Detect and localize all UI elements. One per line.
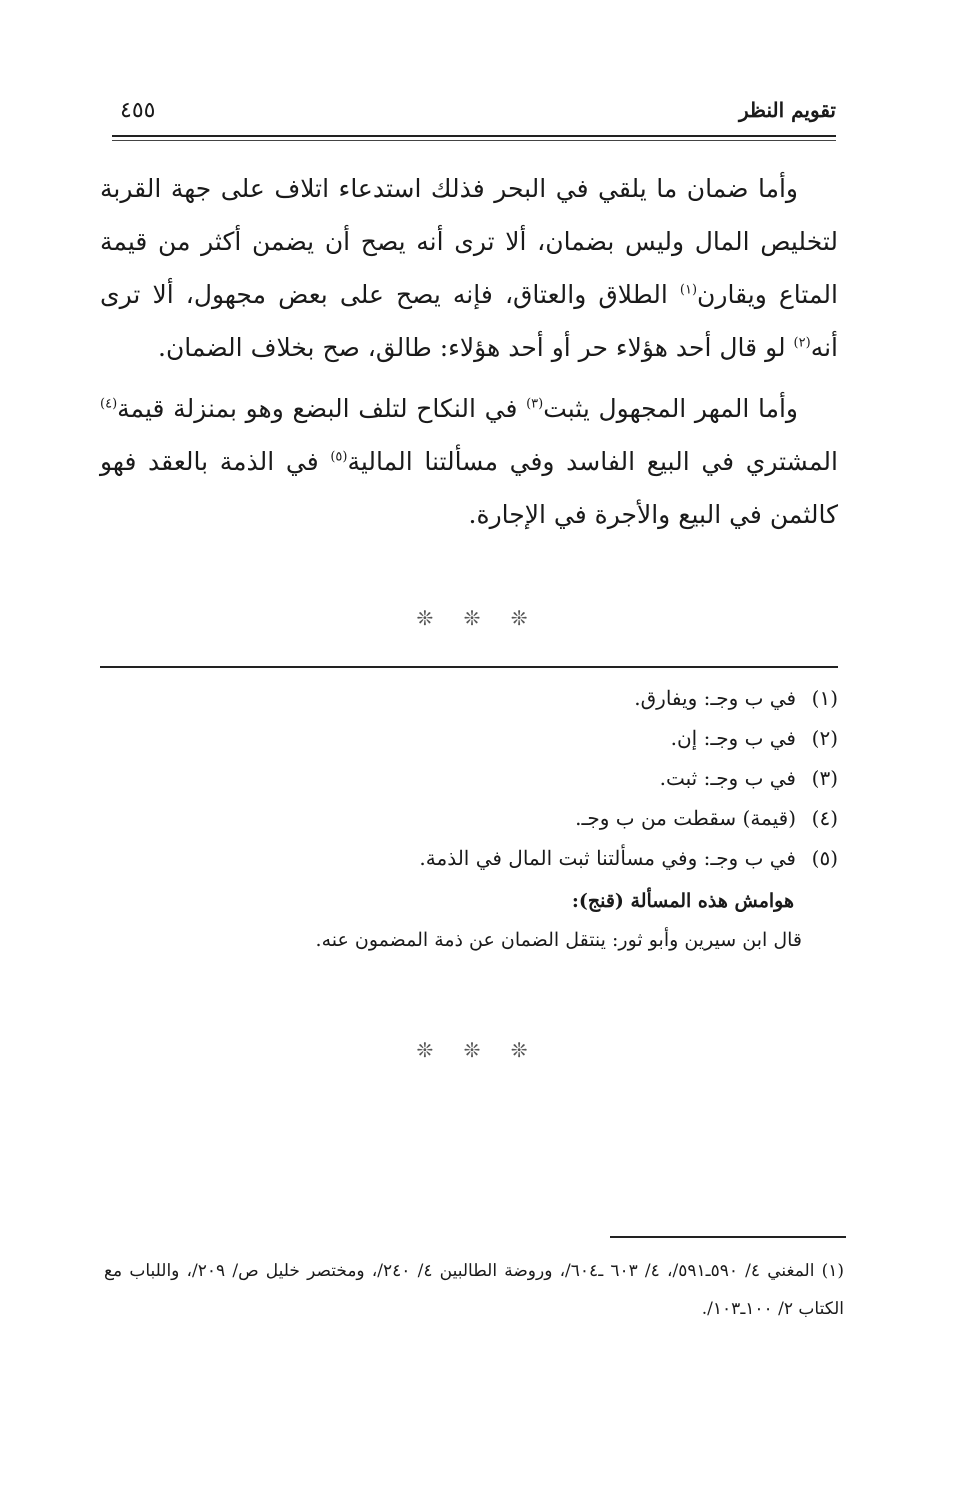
- footnote-text: في ب وجـ: ويفارق.: [634, 686, 796, 710]
- sources-note: (١) المغني ٤/ ٥٩٠ـ٥٩١/، ٤/ ٦٠٣ ـ٦٠٤/، وروضة الطالبين ٤/ ٢٤٠/، ومختصر خليل ص/ ٢٠٩/، واللباب مع الكتاب ٢/ ١٠٠ـ١٠٣/.: [104, 1261, 845, 1319]
- running-title: تقويم النظر: [739, 98, 836, 122]
- header-rule: [112, 135, 836, 137]
- footnote-number: (٢): [811, 726, 838, 750]
- footnote-item: [100, 678, 838, 718]
- main-text: [100, 162, 838, 549]
- footnote-ref-5[interactable]: (٥): [330, 449, 348, 465]
- section-separator-2: ❊ ❊ ❊: [416, 1038, 540, 1062]
- footnote-number: (٤): [811, 806, 838, 830]
- footnote-text: في ب وجـ: إن.: [670, 726, 796, 750]
- footnote-ref-1[interactable]: (١): [679, 282, 698, 298]
- page-header: [112, 94, 836, 134]
- footnote-number: (١): [811, 686, 838, 710]
- footnote-item: [100, 838, 838, 878]
- footnote-ref-4[interactable]: (٤): [100, 396, 118, 412]
- footnote-ref-2[interactable]: (٢): [793, 335, 811, 351]
- text-run: المشتري في البيع الفاسد وفي مسألتنا المالية: [347, 447, 838, 476]
- margin-notes: [100, 882, 838, 960]
- paragraph-2: [100, 382, 838, 541]
- paragraph-1: [100, 162, 838, 374]
- text-run: في النكاح لتلف البضع وهو بمنزلة قيمة: [117, 394, 527, 423]
- page-number: ٤٥٥: [120, 98, 156, 123]
- sources-rule: [610, 1236, 846, 1238]
- footnote-item: [100, 798, 838, 838]
- text-run: لو قال أحد هؤلاء حر أو أحد هؤلاء: طالق، صح بخلاف الضمان.: [158, 333, 794, 362]
- footnote-text: في ب وجـ: وفي مسألتنا ثبت المال في الذمة.: [419, 846, 796, 870]
- footnote-item: [100, 718, 838, 758]
- text-run: في الذمة بالعقد فهو كالثمن في البيع والأجرة في الإجارة.: [100, 447, 838, 529]
- text-run: وأما المهر المجهول يثبت: [543, 394, 798, 423]
- text-run: الطلاق والعتاق، فإنه يصح على بعض مجهول، ألا ترى أنه: [100, 280, 838, 362]
- footnote-rule: [100, 666, 838, 668]
- footnote-number: (٥): [811, 846, 838, 870]
- footnote-text: (قيمة) سقطت من ب وجـ.: [575, 806, 796, 830]
- footnote-item: [100, 758, 838, 798]
- footnote-number: (٣): [811, 766, 838, 790]
- margin-notes-heading: هوامش هذه المسألة (قنج):: [571, 890, 794, 912]
- text-run: وأما ضمان ما يلقي في البحر فذلك استدعاء اتلاف على جهة القربة لتخليص المال وليس بضمان، ألا ترى أنه يصح أن يضمن أكثر من قيمة المتاع ويقارن: [100, 174, 838, 309]
- section-separator: ❊ ❊ ❊: [416, 606, 540, 630]
- margin-notes-text: قال ابن سيرين وأبو ثور: ينتقل الضمان عن ذمة المضمون عنه.: [315, 929, 802, 951]
- footnotes-list: [100, 678, 838, 878]
- header-rule-thin: [112, 140, 836, 141]
- footnote-text: في ب وجـ: ثبت.: [659, 766, 796, 790]
- footnote-ref-3[interactable]: (٣): [526, 396, 544, 412]
